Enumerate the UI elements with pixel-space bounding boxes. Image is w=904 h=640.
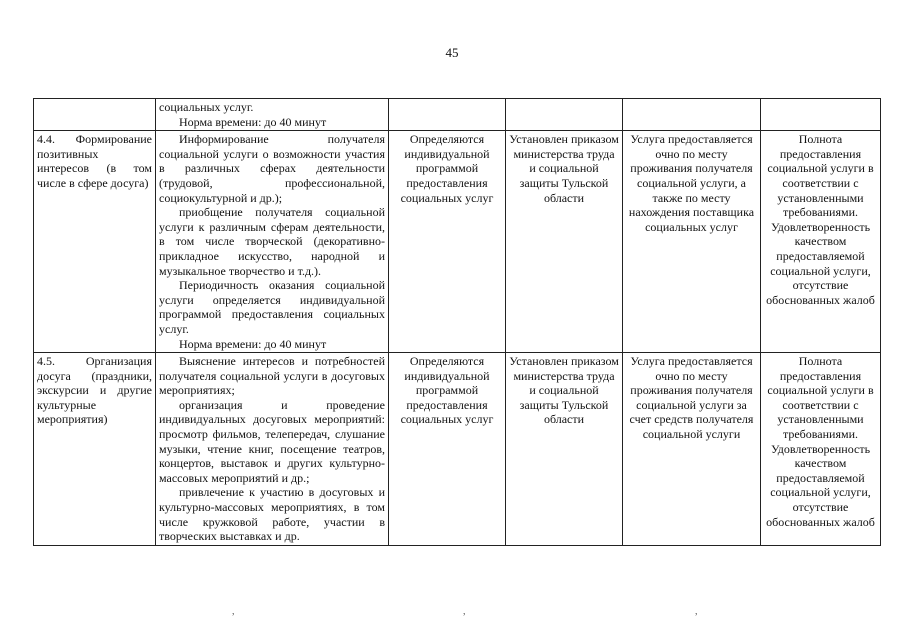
tariff-cell: Установлен приказом министерства труда и социальной защиты Тульской области [506,353,623,546]
time-norm: Норма времени: до 40 минут [179,336,327,351]
quality-criteria-cell [761,99,881,131]
description-paragraph: приобщение получателя социальной услуги к различным сферам деятельности, в том числе творческой (декоративно-прикладное искусство, народной и музыкальное творчество и т.д.). [159,205,385,278]
time-norm: Норма времени: до 40 минут [179,114,327,129]
service-description-cell [156,131,389,353]
volume-cell: Определяются индивидуальной программой предоставления социальных услуг [389,131,506,353]
table-row [34,353,881,546]
description-paragraph: Периодичность оказания социальной услуги определяется индивидуальной программой предоставления социальных услуг. [159,278,385,336]
scan-artifact: , [232,606,235,617]
tariff-cell [506,99,623,131]
quality-criteria-cell: Полнота предоставления социальной услуги в соответствии с установленными требованиями. Удовлетворенность качеством предоставляемой социальной услуги, отсутствие обоснованных жалоб [761,131,881,353]
service-description-cell [156,99,389,131]
services-table [33,98,881,546]
quality-criteria-cell: Полнота предоставления социальной услуги в соответствии с установленными требованиями. Удовлетворенность качеством предоставляемой социальной услуги, отсутствие обоснованных жалоб [761,353,881,546]
volume-cell [389,99,506,131]
page-number: 45 [445,45,459,60]
description-paragraph: организация и проведение индивидуальных досуговых мероприятий: просмотр фильмов, телепередач, слушание музыки, чтение книг, посещение театров, концертов, выставок и других культурно-массовых мероприятий и др.; [159,397,385,485]
description-paragraph: привлечение к участию в досуговых и культурно-массовых мероприятиях, в том числе кружковой работе, участии в творческих выставках и др. [159,485,385,544]
table-row [34,131,881,353]
description-paragraph: Информирование получателя социальной услуги о возможности участия в различных сферах деятельности (трудовой, профессиональной, социокультурной и др.); [159,132,385,205]
delivery-terms-cell: Услуга предоставляется очно по месту проживания получателя социальной услуги за счет средств получателя социальной услуги [623,353,761,546]
delivery-terms-cell [623,99,761,131]
tariff-cell: Установлен приказом министерства труда и социальной защиты Тульской области [506,131,623,353]
service-name-cell: 4.4. Формирование позитивных интересов (в том числе в сфере досуга) [34,131,156,353]
service-name-cell [34,99,156,131]
scan-artifact: , [463,606,466,617]
service-name-cell: 4.5. Организация досуга (праздники, экскурсии и другие культурные мероприятия) [34,353,156,546]
volume-cell: Определяются индивидуальной программой предоставления социальных услуг [389,353,506,546]
service-description-cell [156,353,389,546]
delivery-terms-cell: Услуга предоставляется очно по месту проживания получателя социальной услуги, а также по месту нахождения поставщика социальных услуг [623,131,761,353]
scan-artifact: , [695,606,698,617]
table-row [34,99,881,131]
description-paragraph: Выяснение интересов и потребностей получателя социальной услуги в досуговых мероприятиях; [159,354,385,398]
description-paragraph: социальных услуг. [159,100,254,114]
